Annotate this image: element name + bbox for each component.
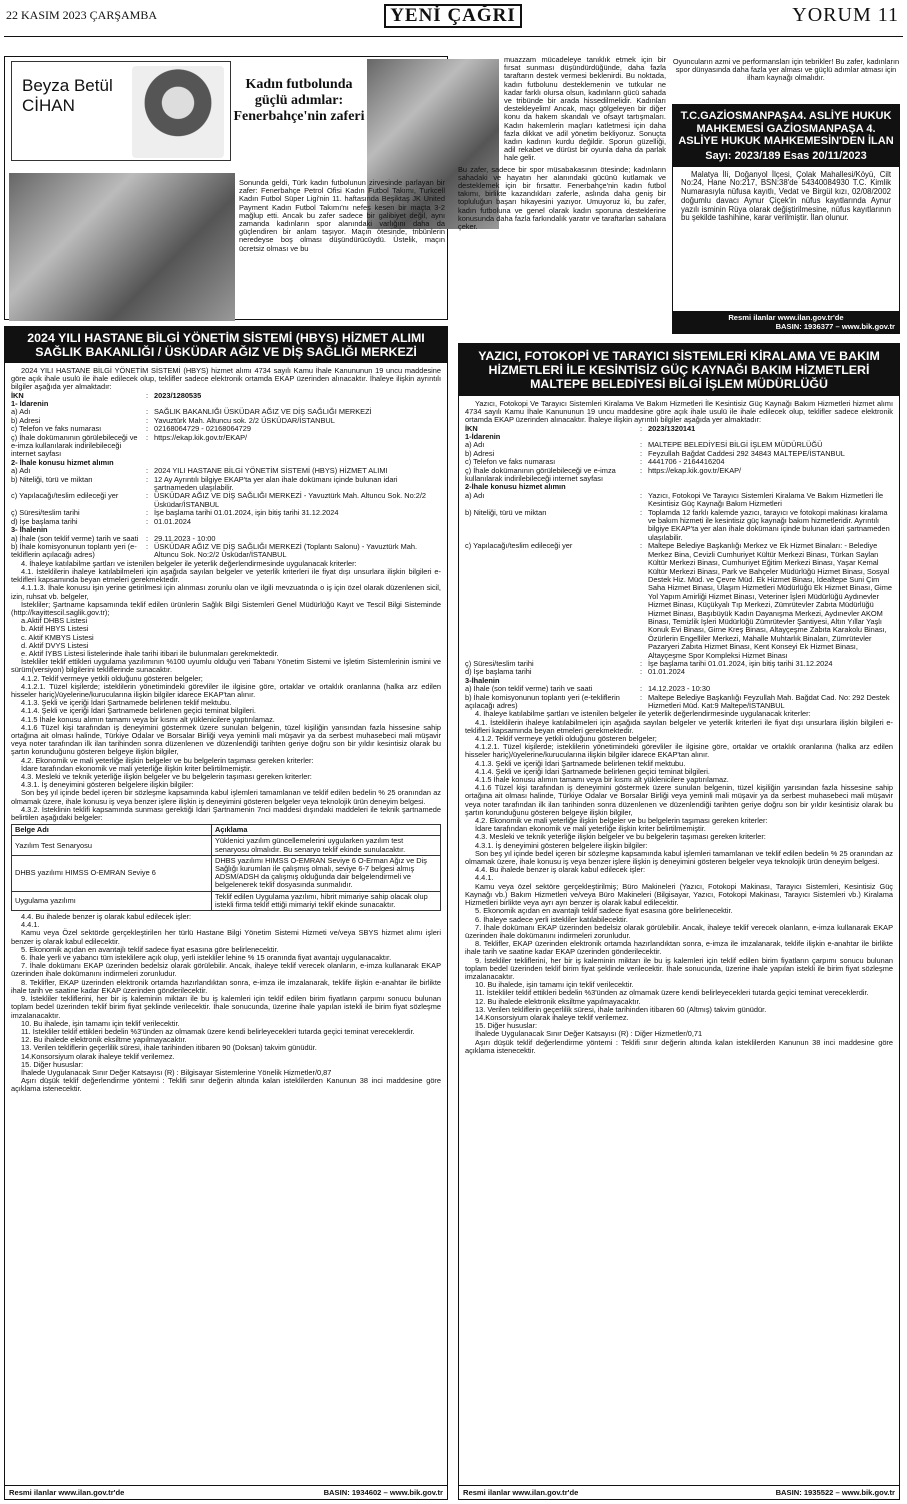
column-body-mid bbox=[458, 56, 666, 231]
column-body-right: Oyuncuların azmi ve performansları için tebrikler! Bu zafer, kadınların spor dünyasında daha fazla yer alması ve güçlü adımlar atması için ilham kaynağı olmalıdır. bbox=[672, 57, 900, 83]
detail-value: 4441706 - 2164416204 bbox=[648, 457, 725, 467]
detail-separator: : bbox=[146, 491, 149, 501]
body-paragraph: 4.1.2.1. Tüzel kişilerde; isteklilerin yönetimindeki görevliler ile ilgisine göre, ortaklar ve ortaklık oranlarına (halka arz edilen hisseler hariç)/üyelerine/kurucularına ilişkin bilgiler idarece EKAP'tan alınır. bbox=[11, 681, 441, 699]
body-paragraph: 9. İstekliler tekliflerini, her bir iş kaleminin miktarı ile bu iş kalemleri için teklif edilen birim fiyatların çarpımı sonucu bulunan toplam bedel üzerinden teklif birim fiyat şeklinde verilecektir. İhale sonucunda, üzerine ihale yapılan istekli ile birim fiyat sözleşme imzalanacaktır. bbox=[11, 994, 441, 1020]
body-paragraph: 4.3.2. İsteklinin teklifi kapsamında sunması gerektiği İdari Şartnamenin 7nci maddesi dışındaki maddeleri ile teknik şartnamede belirtilen aşağıdaki belgeler: bbox=[11, 804, 441, 823]
body-paragraph: İhalede Uygulanacak Sınır Değer Katsayısı (R) : Diğer Hizmetler/0,71 bbox=[475, 1029, 703, 1039]
ad1-footer: Resmi ilanlar www.ilan.gov.tr'de BASIN: 1934602 – www.bik.gov.tr bbox=[5, 1485, 447, 1499]
author-photo bbox=[132, 66, 224, 158]
body-paragraph: 4.1.2. Teklif vermeye yetkili olduğunu gösteren belgeler; bbox=[475, 734, 657, 744]
ad3-intro: Yazıcı, Fotokopi Ve Tarayıcı Sistemleri Kiralama Ve Bakım Hizmetleri İle Kesintisiz Güç Kaynağı Bakım Hizmetleri hizmet alımı 4734 sayılı Kamu İhale Kanununun 19 uncu maddesine göre açık ihale usulü ile ihale edilecek olup, teklifler sadece elektronik ortamda EKAP üzerinden alınacaktır. İhaleye ilişkin ayrıntılı bilgiler aşağıda yer almaktadır: bbox=[465, 399, 893, 425]
detail-label: a) İhale (son teklif verme) tarih ve saati bbox=[11, 533, 139, 543]
body-paragraph: 4.1.6 Tüzel kişi tarafından iş deneyimini göstermek üzere sunulan belgenin, tüzel kişiliğin yarısından fazla hissesine sahip ortağına ait olması halinde, Türkiye Odalar ve Borsalar Birliği veya yeminli mali müşavir ya da serbest muhasebeci mali müşavir veya noter tarafından ilk ilan tarihinden sonra düzenlenen ve düzenlendiği tarihten geriye doğru son bir yıldır kesintisiz olarak bu şartın korunduğunu gösteren belgeye ilişkin bilgiler, bbox=[465, 783, 893, 817]
body-paragraph: Son beş yıl içinde bedel içeren bir sözleşme kapsamında kabul işlemleri tamamlanan ve teklif edilen bedelin % 25 oranından az olmamak üzere, ihale konusu iş veya benzer işlere ilişkin iş deneyimini gösteren belgeler veya teknolojik ürün deneyim belgesi. bbox=[11, 788, 441, 806]
column-body-left: Sonunda geldi, Türk kadın futbolunun zirvesinde parlayan bir zafer: Fenerbahçe Petrol Ofisi Kadın Futbol Takımı, Turkcell Kadın Futbol Süper Ligi'nin 11. haftasında Beşiktaş JK United Payment Kadın Futbol Takımı'nı nefes kesen bir maçta 3-2 mağlup etti. Ancak bu zafer sadece bir galibiyet değil, aynı zamanda kadınların spor alanındaki varlığını daha da güçlendiren bir anlam taşıyor. Maçın ötesinde, tribünlerin neredeyse boş olması düşündürücüydü. Üstelik, maçın ücretsiz olması ve bu bbox=[239, 178, 445, 253]
detail-value: 01.01.2024 bbox=[648, 667, 685, 677]
body-paragraph: 14.Konsorsiyum olarak ihaleye teklif verilemez. bbox=[21, 1051, 175, 1061]
detail-value: ÜSKÜDAR AĞIZ VE DİŞ SAĞLIĞI MERKEZİ - Yavuztürk Mah. Altuncu Sok. No:2/2 Üsküdar/İSTANBUL bbox=[154, 491, 427, 509]
section-title: YORUM 11 bbox=[792, 4, 899, 26]
ad3-details bbox=[465, 425, 893, 711]
body-paragraph: 11. İstekliler teklif ettikleri bedelin %3'ünden az olmamak üzere kendi belirleyecekleri tutarda geçici teminat vereceklerdir. bbox=[21, 1026, 415, 1036]
detail-separator: : bbox=[146, 424, 149, 434]
body-paragraph: 4.1. İsteklilerin ihaleye katılabilmeleri için aşağıda sayılan belgeler ve yeterlik kriterleri ile fiyat dışı unsurlara ilişkin bilgileri e-teklifleri kapsamında beyan etmeleri gerekmektedir. bbox=[11, 566, 441, 585]
detail-label: 3- İhalenin bbox=[11, 525, 48, 535]
detail-label: a) İhale (son teklif verme) tarih ve saati bbox=[465, 684, 593, 694]
detail-label: c) Telefon ve faks numarası bbox=[465, 457, 556, 467]
body-paragraph: 4.3.1. İş deneyimini gösteren belgelere ilişkin bilgiler: bbox=[21, 780, 194, 790]
body-paragraph: 5. Ekonomik açıdan en avantajlı teklif sadece fiyat esasına göre belirlenecektir. bbox=[21, 944, 279, 954]
detail-value: SAĞLIK BAKANLIĞI ÜSKÜDAR AĞIZ VE DİŞ SAĞLIĞI MERKEZİ bbox=[154, 407, 372, 417]
body-paragraph: 4.1.4. Şekli ve içeriği İdari Şartnamede belirlenen geçici teminat bilgileri. bbox=[475, 766, 710, 776]
table-row bbox=[12, 836, 441, 855]
body-paragraph: İstekliler teklif ettikleri uygulama yazılımının %100 uyumlu olduğu veri Tabanı Yönetim Sistemi ve İşletim Sistemlerinin ismini ve sürüm(versiyon) bilgilerini tekliflerinde sunacaktır. bbox=[11, 657, 441, 675]
body-paragraph: İstekliler; Şartname kapsamında teklif edilen ürünlerin Sağlık Bilgi Sistemleri Genel Müdürlüğü Kayıt ve Tescil Bilgi Sisteminde (http://kayittescil.saglik.gov.tr); bbox=[11, 599, 441, 617]
page-date: 22 KASIM 2023 ÇARŞAMBA bbox=[6, 8, 158, 22]
detail-separator: : bbox=[640, 448, 643, 458]
body-paragraph: d. Aktif DVYS Listesi bbox=[21, 640, 89, 650]
detail-separator: : bbox=[146, 432, 149, 442]
table-cell: Yüklenici yazılım güncellemelerini uygularken yazılım test senaryosu olmalıdır. Bu senaryo teklif ekinde sunulacaktır. bbox=[212, 836, 441, 855]
ad1-title: 2024 YILI HASTANE BİLGİ YÖNETİM SİSTEMİ (HBYS) HİZMET ALIMI SAĞLIK BAKANLIĞI / ÜSKÜDAR AĞIZ VE DİŞ SAĞLIĞI MERKEZİ bbox=[5, 327, 447, 363]
detail-value: https://ekap.kik.gov.tr/EKAP/ bbox=[648, 465, 742, 475]
author-box bbox=[11, 61, 231, 161]
detail-value: 12 Ay Ayrıntılı bilgiye EKAP'ta yer alan ihale dokümanı içinde bulunan idari şartnameden ulaşılabilir. bbox=[154, 474, 398, 493]
header-rule bbox=[4, 36, 903, 37]
body-paragraph: 4.1.5 İhale konusu alımın tamamı veya bir kısmı alt yüklenicilere yaptırılamaz. bbox=[21, 714, 275, 724]
detail-label: 3-İhalenin bbox=[465, 675, 500, 685]
table-row bbox=[12, 891, 441, 910]
detail-label: İKN bbox=[11, 390, 24, 400]
detail-value: ÜSKÜDAR AĞIZ VE DİŞ SAĞLIĞI MERKEZİ (Toplantı Salonu) - Yavuztürk Mah. Altuncu Sok. No:2/2 Üsküdar/İSTANBUL bbox=[154, 541, 418, 560]
detail-separator: : bbox=[146, 516, 149, 526]
table-row bbox=[12, 855, 441, 891]
body-paragraph: 4.1.6 Tüzel kişi tarafından iş deneyimini göstermek üzere sunulan belgenin, tüzel kişiliğin yarısından fazla hissesine sahip ortağına ait olması halinde, Türkiye Odalar ve Borsalar Birliği veya yeminli mali müşavir ya da serbest muhasebeci mali müşavir veya noter tarafından ilk ilan tarihinden sonra düzenlenen ve düzenlendiği tarihten geriye doğru son bir yıldır kesintisiz olarak bu şartın korunduğunu gösteren belgeye ilişkin bilgiler, bbox=[11, 722, 441, 757]
detail-value: Yazıcı, Fotokopi Ve Tarayıcı Sistemleri Kiralama Ve Bakım Hizmetleri İle Kesintisiz Güç Kaynağı Bakım Hizmetleri bbox=[648, 490, 884, 509]
ad2-body: Malatya İli, Doğanyol İlçesi, Çolak Mahallesi/Köyü, Cilt No:24, Hane No:217, BSN:38'de 54340084930 T.C. Kimlik Numarasıyla nüfusa kayıtlı, Vedat ve Birgül kızı, 02/08/2002 doğumlu davacı Aynur Çiçek'in nüfus kayıtlarında Aynur yazılı isminin Rüya olarak değiştirilmesine, nüfus kayıtlarının bu şekilde tashihine, karar verilmiştir. İlan olunur. bbox=[681, 169, 891, 223]
tender-ad-hbys bbox=[4, 326, 448, 1500]
body-paragraph: 10. Bu ihalede, işin tamamı için teklif verilecektir. bbox=[21, 1018, 180, 1028]
ad1-details bbox=[11, 392, 441, 560]
body-paragraph: 10. Bu ihalede, işin tamamı için teklif verilecektir. bbox=[475, 980, 634, 990]
body-paragraph: İhalede Uygulanacak Sınır Değer Katsayısı (R) : Bilgisayar Sistemlerine Yönelik Hizmetler/0,87 bbox=[21, 1067, 332, 1077]
body-paragraph: İdare tarafından ekonomik ve mali yeterliğe ilişkin kriter belirtilmemiştir. bbox=[475, 824, 706, 834]
body-paragraph: 4.4. Bu ihalede benzer iş olarak kabul edilecek işler: bbox=[21, 912, 192, 922]
detail-separator: : bbox=[146, 415, 149, 425]
tender-ad-maltepe bbox=[458, 343, 900, 1500]
detail-separator: : bbox=[640, 684, 643, 694]
detail-value: 02168064729 - 02168064729 bbox=[154, 424, 251, 434]
ad2-title: T.C.GAZİOSMANPAŞA4. ASLİYE HUKUK MAHKEMESİ GAZİOSMANPAŞA 4. ASLİYE HUKUK MAHKEMESİN'DEN İLAN bbox=[673, 105, 899, 150]
body-paragraph: 14.Konsorsiyum olarak ihaleye teklif verilemez. bbox=[475, 1012, 629, 1022]
body-paragraph: c. Aktif KMBYS Listesi bbox=[21, 632, 94, 642]
ad1-body-2 bbox=[11, 913, 441, 1093]
detail-separator: : bbox=[146, 533, 149, 543]
body-paragraph: 4.4.1. bbox=[21, 920, 40, 930]
detail-value: MALTEPE BELEDİYESİ BİLGİ İŞLEM MÜDÜRLÜĞÜ bbox=[648, 440, 823, 450]
body-paragraph: 15. Diğer hususlar: bbox=[475, 1021, 538, 1031]
body-paragraph: Aşırı düşük teklif değerlendirme yöntemi : Teklifi sınır değerin altında kalan isteklilerden Kanunun 38 inci maddesine göre açıklama istenecektir. bbox=[465, 1037, 893, 1055]
detail-value: Feyzullah Bağdat Caddesi 292 34843 MALTEPE/İSTANBUL bbox=[648, 448, 845, 458]
detail-separator: : bbox=[640, 457, 643, 467]
table-cell: Uygulama yazılımı bbox=[12, 891, 212, 910]
detail-label: 2- İhale konusu hizmet alımın bbox=[11, 457, 114, 467]
body-paragraph: 6. İhale yerli ve yabancı tüm isteklilere açık olup, yerli istekliler lehine % 15 oranında fiyat avantajı uygulanacaktır. bbox=[21, 953, 392, 963]
body-paragraph: 8. Teklifler, EKAP üzerinden elektronik ortamda hazırlandıktan sonra, e-imza ile imzalanarak, teklife ilişkin e-anahtar ile birlikte ihale tarih ve saatine kadar EKAP üzerinden gönderilecektir. bbox=[11, 977, 441, 995]
body-paragraph: 4. İhaleye katılabilme şartları ve istenilen belgeler ile yeterlik değerlendirmesinde uygulanacak kriterler: bbox=[475, 709, 811, 719]
detail-value: 2023/1280535 bbox=[154, 390, 202, 400]
detail-separator: : bbox=[146, 508, 149, 518]
body-paragraph: 4.1.2. Teklif vermeye yetkili olduğunu gösteren belgeler; bbox=[21, 673, 203, 683]
ad1-intro: 2024 YILI HASTANE BİLGİ YÖNETİM SİSTEMİ (HBYS) hizmet alımı 4734 sayılı Kamu İhale Kanununun 19 uncu maddesine göre açık ihale usulü ile ihale edilecek olup, teklifler sadece elektronik ortamda EKAP üzerinden alınacaktır. İhaleye ilişkin ayrıntılı bilgiler aşağıda yer almaktadır: bbox=[11, 366, 441, 392]
detail-value: İşe başlama tarihi 01.01.2024, işin bitiş tarihi 31.12.2024 bbox=[648, 658, 833, 668]
body-paragraph: e. Aktif İYBS Listesi listelerinde ihale tarihi itibari ile bulunmaları gerekmektedir. bbox=[21, 648, 279, 658]
body-paragraph: Kamu veya Özel sektörde gerçekleştirilen her türlü Hastane Bilgi Yönetim Sistemi Hizmeti ve/veya SBYS hizmet alımı işleri benzer iş olarak kabul edilecektir. bbox=[11, 928, 441, 946]
body-paragraph: 4.4. Bu ihalede benzer iş olarak kabul edilecek işler: bbox=[475, 865, 646, 875]
court-notice bbox=[672, 104, 900, 334]
detail-separator: : bbox=[640, 507, 643, 517]
detail-separator: : bbox=[146, 390, 149, 400]
body-paragraph: Kamu veya özel sektöre gerçekleştirilmiş; Büro Makineleri (Yazıcı, Fotokopi Makinası, Tarayıcı Sistemleri, Kesintisiz Güç Kaynağı vb.) Bakım Hizmetleri ve/veya Büro Makineleri (Bilgisayar, Yazıcı, Fotokopi Makinası, Tarayıcı Sistemleri vb.) Kiralama Hizmetleri birlikte veya ayrı ayrı benzer iş olarak kabul edilecektir. bbox=[465, 881, 893, 908]
table-cell: DHBS yazılımı HIMSS O-EMRAN Seviye 6 bbox=[12, 855, 212, 891]
detail-label: d) İşe başlama tarihi bbox=[465, 667, 532, 677]
detail-value: 29.11.2023 - 10:00 bbox=[154, 533, 216, 543]
body-paragraph: a.Aktif DHBS Listesi bbox=[21, 616, 88, 626]
body-paragraph: 12. Bu ihalede elektronik eksiltme yapılmayacaktır. bbox=[475, 996, 641, 1006]
detail-label: 1-İdarenin bbox=[465, 432, 501, 442]
detail-value: 01.01.2024 bbox=[154, 516, 191, 526]
body-paragraph: b. Aktif HBYS Listesi bbox=[21, 624, 89, 634]
detail-value: https://ekap.kik.gov.tr/EKAP/ bbox=[154, 432, 248, 442]
detail-value: 2024 YILI HASTANE BİLGİ YÖNETİM SİSTEMİ (HBYS) HİZMET ALIMI bbox=[154, 466, 388, 476]
author-last-name: CİHAN bbox=[22, 96, 75, 115]
detail-separator: : bbox=[146, 541, 149, 551]
table-cell: Teklif edilen Uygulama yazılımı, hibrit mimariye sahip olacak olup istekli firma teklif ettiği mimariyi teklif ekinde sunacaktır. bbox=[212, 891, 441, 910]
detail-label: ç) İhale dokümanının görülebileceği ve e-imza kullanılarak indirilebileceği internet sayfası bbox=[465, 465, 616, 484]
body-paragraph: 7. İhale dokümanı EKAP üzerinden bedelsiz olarak görülebilir. Ancak, ihaleye teklif verecek olanların, e-imza kullanarak EKAP üzerinden ihale dokümanını indirmeleri zorunludur. bbox=[11, 961, 441, 979]
detail-separator: : bbox=[146, 474, 149, 484]
body-paragraph: İdare tarafından ekonomik ve mali yeterliğe ilişkin kriter belirtilmemiştir. bbox=[21, 763, 252, 773]
detail-label: b) Adresi bbox=[11, 415, 41, 425]
body-paragraph: 4.1.3. Şekli ve içeriği İdari Şartnamede belirlenen teklif mektubu. bbox=[21, 698, 232, 708]
body-paragraph: 15. Diğer hususlar: bbox=[21, 1059, 84, 1069]
table-cell: Yazılım Test Senaryosu bbox=[12, 836, 212, 855]
body-paragraph: 4.1.4. Şekli ve içeriği İdari Şartnamede belirlenen geçici teminat bilgileri. bbox=[21, 706, 256, 716]
body-paragraph: 4.4.1. bbox=[475, 873, 494, 883]
ad2-sayi: Sayı: 2023/189 Esas 20/11/2023 bbox=[673, 150, 899, 167]
detail-label: c) Telefon ve faks numarası bbox=[11, 424, 102, 434]
detail-label: b) Niteliği, türü ve miktarı bbox=[11, 474, 93, 484]
body-paragraph: 11. İstekliler teklif ettikleri bedelin %3'ünden az olmamak üzere kendi belirleyecekleri tutarda geçici teminat vereceklerdir. bbox=[475, 988, 869, 998]
detail-label: İKN bbox=[465, 423, 478, 433]
ad3-footer: Resmi ilanlar www.ilan.gov.tr'de BASIN: 1935522 – www.bik.gov.tr bbox=[459, 1485, 899, 1499]
body-paragraph: 4.3. Mesleki ve teknik yeterliğe ilişkin belgeler ve bu belgelerin taşıması gereken kriterler: bbox=[475, 832, 766, 842]
body-paragraph: 4.1. İsteklilerin ihaleye katılabilmeleri için aşağıda sayılan belgeler ve yeterlik kriterleri ile fiyat dışı unsurlara ilişkin bilgileri e-teklifleri kapsamında beyan etmeleri gerekmektedir. bbox=[465, 717, 893, 735]
match-photo-bottom bbox=[9, 173, 235, 321]
detail-separator: : bbox=[640, 440, 643, 450]
detail-value: İşe başlama tarihi 01.01.2024, işin bitiş tarihi 31.12.2024 bbox=[154, 508, 339, 518]
body-paragraph: 4.1.2.1. Tüzel kişilerde; isteklilerin yönetimindeki görevliler ile ilgisine göre, ortaklar ve ortaklık oranlarına (halka arz edilen hisseler hariç)/üyelerine/kurucularına ilişkin bilgiler idarece EKAP'tan alınır. bbox=[465, 742, 893, 760]
column-article bbox=[4, 56, 448, 320]
detail-label: a) Adı bbox=[465, 490, 485, 500]
column-title: Kadın futbolunda güçlü adımlar: Fenerbahçe'nin zaferi bbox=[233, 77, 365, 124]
body-paragraph: 4.2. Ekonomik ve mali yeterliğe ilişkin belgeler ve bu belgelerin taşıması gereken kriterler: bbox=[475, 816, 768, 826]
detail-label: d) İşe başlama tarihi bbox=[11, 516, 78, 526]
body-paragraph: 4.1.1.3. İhale konusu işin yerine getirilmesi için alınması zorunlu olan ve ilgili mevzuatında o iş için özel olarak düzenlenen sicil, izin, ruhsat vb. belgeler, bbox=[11, 583, 441, 601]
detail-label: a) Adı bbox=[11, 407, 31, 417]
detail-separator: : bbox=[640, 692, 643, 702]
ad3-body bbox=[465, 710, 893, 1055]
detail-separator: : bbox=[640, 658, 643, 668]
detail-value: Maltepe Belediye Başkanlığı Merkez ve Ek Hizmet Binaları: - Belediye Merkez Bina, Cevizli Cumhuriyet Kültür Merkezi Binası, Türkan Saylan Kültür Merkezi Binası, Cumhuriyet Eğitim Merkezi Binası, Yaşar Kemal Kültür Merkezi Binası, Park ve Bahçeler Müdürlüğü Hizmet Binası, Sosyal Destek Hiz. Müd. ve Çevre Müd. Ek Hizmet Binası, İdealtepe Suni Çim Saha Hizmet Binası, Ulaşım Hizmetleri Müdürlüğü Ek Hizmet Binası, Gime Yol Yapım Amirliği Hizmet Binası, Veteriner İşleri Müdürlüğü Aydınevler Hizmet Binası, Küçükyalı Tıp Merkezi, Zümrütevler Zabıta Müdürlüğü Hizmet Binası, Başıbüyük Kadın Dayanışma Merkezi, Aydınevler AKOM Binası, Temizlik İşleri Müdürlüğü Zümrütevler Şantiyesi, Altın Yıllar Yaşlı Konuk Evi Binası, Girne Kreş Binası, Altayçeşme Zabıta Karakolu Binası, Özürlerin Engelliler Merkezi, Mahalle Muhtarlık Binaları, Zümrütevler Pazaryeri Zabıta Hizmet Binası, Kent Konseyi Ek Hizmet Binası, Altayçeşme Spor Kompleksi Hizmet Binası bbox=[648, 541, 892, 660]
body-paragraph: 4.1.3. Şekli ve içeriği İdari Şartnamede belirlenen teklif mektubu. bbox=[475, 758, 686, 768]
detail-label: b) Adresi bbox=[465, 448, 495, 458]
body-paragraph: 6. İhaleye sadece yerli istekliler katılabilecektir. bbox=[475, 914, 628, 924]
detail-label: ç) Süresi/teslim tarihi bbox=[465, 658, 534, 668]
body-paragraph: 8. Teklifler, EKAP üzerinden elektronik ortamda hazırlandıktan sonra, e-imza ile imzalanarak, teklife ilişkin e-anahtar ile birlikte ihale tarih ve saatine kadar EKAP üzerinden gönderilecektir. bbox=[465, 939, 893, 957]
ad3-title: YAZICI, FOTOKOPİ VE TARAYICI SİSTEMLERİ KİRALAMA VE BAKIM HİZMETLERİ İLE KESİNTİSİZ GÜÇ KAYNAĞI BAKIM HİZMETLERİ MALTEPE BELEDİYESİ BİLGİ İŞLEM MÜDÜRLÜĞÜ bbox=[459, 344, 899, 396]
ad2-footer: Resmi ilanlar www.ilan.gov.tr'de BASIN: 1936377 – www.bik.gov.tr bbox=[673, 311, 899, 333]
body-paragraph: 13. Verilen tekliflerin geçerlilik süresi, ihale tarihinden itibaren 90 (Doksan) takvim günüdür. bbox=[21, 1043, 317, 1053]
table-cell: DHBS yazılımı HIMSS O-EMRAN Seviye 6 O-Erman Ağız ve Diş Sağlığı kurumları ile çalışmış olmalı, seviye 6-7 belgesi almış ADSM/ADSH da çalışmış olduğunda dair belgelendirmeli ve belgelenerek teklif dosyasında sunmalıdır. bbox=[212, 855, 441, 891]
detail-value: 2023/1320141 bbox=[648, 423, 696, 433]
detail-value: 14.12.2023 - 10:30 bbox=[648, 684, 711, 694]
detail-label: b) İhale komisyonunun toplantı yeri (e-tekliflerin açılacağı adres) bbox=[465, 692, 620, 711]
detail-value: Maltepe Belediye Başkanlığı Feyzullah Mah. Bağdat Cad. No: 292 Destek Hizmetleri Müd. Kat:9 Maltepe/İSTANBUL bbox=[648, 692, 890, 711]
body-paragraph: Aşırı düşük teklif değerlendirme yöntemi : Teklifi sınır değerin altında kalan isteklilerden Kanunun 38 inci maddesine göre açıklama istenecektir. bbox=[11, 1076, 441, 1094]
ad1-document-table: Belge Adı Açıklama Yazılım Test Senaryosu Yüklenici yazılım güncellemelerini uygularken yazılım test senaryosu olmalıdır. Bu senaryo teklif ekinde sunulacaktır. DHBS yazılımı HIMSS O-EMRAN Seviye 6 DHBS yazılımı HIMSS O-EMRAN Seviye 6 O-Erman Ağız ve Diş Sağlığı kurumları ile çalışmış olmalı, seviye 6-7 belgesi almış ADSM/ADSH da çalışmış olduğunda dair belgelendirmeli ve belgelenerek teklif dosyasında sunmalıdır. Uygulama yazılımı Teklif edilen Uygulama yazılımı, hibrit mimariye sahip olacak olup istekli firma teklif ettiği mimariyi teklif ekinde sunacaktır. bbox=[11, 824, 441, 911]
body-paragraph: 12. Bu ihalede elektronik eksiltme yapılmayacaktır. bbox=[21, 1035, 187, 1045]
detail-separator: : bbox=[640, 667, 643, 677]
detail-value: Toplamda 12 farklı kalemde yazıcı, tarayıcı ve fotokopi makinası kiralama ve bakım hizmeti ile kesintisiz güç kaynağı bakım hizmetleridir. Ayrıntılı bilgiye EKAP'ta yer alan ihale dokümanı içinde bulunan idari şartnameden ulaşılabilir. bbox=[648, 507, 890, 542]
detail-separator: : bbox=[146, 407, 149, 417]
detail-value: Yavuztürk Mah. Altuncu sok. 2/2 ÜSKÜDAR/İSTANBUL bbox=[154, 415, 335, 425]
body-paragraph: 4.2. Ekonomik ve mali yeterliğe ilişkin belgeler ve bu belgelerin taşıması gereken kriterler: bbox=[21, 755, 314, 765]
body-paragraph: 7. İhale dokümanı EKAP üzerinden bedelsiz olarak görülebilir. Ancak, ihaleye teklif verecek olanların, e-imza kullanarak EKAP üzerinden ihale dokümanını indirmeleri zorunludur. bbox=[465, 922, 893, 940]
body-paragraph: 13. Verilen tekliflerin geçerlilik süresi, ihale tarihinden itibaren 60 (Altmış) takvim günüdür. bbox=[475, 1004, 767, 1014]
body-paragraph: 4.1.5 İhale konusu alımın tamamı veya bir kısmı alt yüklenicilere yaptırılamaz. bbox=[475, 775, 729, 785]
detail-separator: : bbox=[640, 490, 643, 500]
detail-label: ç) İhale dokümanının görülebileceği ve e-imza kullanılarak indirilebileceği internet sayfası bbox=[11, 432, 138, 459]
newspaper-logo: YENİ ÇAĞRI bbox=[384, 4, 522, 28]
detail-separator: : bbox=[640, 465, 643, 475]
detail-separator: : bbox=[640, 423, 643, 433]
detail-label: a) Adı bbox=[465, 440, 485, 450]
detail-label: c) Yapılacağı/teslim edileceği yer bbox=[465, 541, 573, 551]
detail-label: ç) Süresi/teslim tarihi bbox=[11, 508, 80, 518]
body-paragraph: 4. İhaleye katılabilme şartları ve istenilen belgeler ile yeterlik değerlendirmesinde uygulanacak kriterler: bbox=[21, 558, 357, 568]
ad1-body bbox=[11, 560, 441, 823]
body-paragraph: Son beş yıl içinde bedel içeren bir sözleşme kapsamında kabul işlemleri tamamlanan ve teklif edilen bedelin % 25 oranından az olmamak üzere, ihale konusu iş veya benzer işlere ilişkin iş deneyimini gösteren belgeler veya teknolojik ürün deneyim belgesi. bbox=[465, 848, 893, 867]
detail-label: b) Niteliği, türü ve miktarı bbox=[465, 507, 547, 517]
detail-label: 1- İdarenin bbox=[11, 399, 49, 409]
body-paragraph: 9. İstekliler tekliflerini, her bir iş kaleminin miktarı ile bu iş kalemleri için teklif edilen birim fiyatların çarpımı sonucu bulunan toplam bedel üzerinden teklif birim fiyat şeklinde verilecektir. İhale sonucunda, üzerine ihale yapılan istekli ile birim fiyat sözleşme imzalanacaktır. bbox=[465, 955, 893, 981]
author-first-name: Beyza Betül bbox=[22, 76, 113, 95]
detail-separator: : bbox=[640, 541, 643, 551]
detail-label: 2-İhale konusu hizmet alımın bbox=[465, 482, 566, 492]
column-paragraph: muazzam mücadeleye tanıklık etmek için bir fırsat sunması düşündürdüğünde, daha fazla taraftarın destek vermesi beklenirdi. Bu noktada, kadın futbolunu desteklemenin ve tutkular ne kadar farklı olursa olsun, kadınların gücü sahada ve tribünde bir arada hissedilmelidir. Kadınları destekleyelim! Ancak, maçı gölgeleyen bir diğer konu da hakem skandalı ve ofsayt tartışmaları. Kadın hakemlerin maçları katletmesi için daha fazla dikkat ve adil yönetim bekliyoruz. Sonuçta kadın kadının kurdu değildir. Sporun güzelliği, adil rekabet ve dürüst bir oyunla daha da parlak hale gelir. bbox=[504, 55, 666, 163]
detail-label: a) Adı bbox=[11, 466, 31, 476]
detail-label: c) Yapılacağı/teslim edileceği yer bbox=[11, 491, 119, 501]
column-paragraph: Bu zafer, sadece bir spor müsabakasının ötesinde; kadınların sahadaki ve hayatın her alanındaki gücünü kutlamak ve desteklemek için bir fırsattır. Fenerbahçe'nin kadın futbol takımı, birlikte kazandıkları zaferle, aslında daha geniş bir topluluğun başarı hikayesini yazıyor. Umuyoruz ki, bu zafer, kadın futboluna ve genel olarak kadın sporuna desteklerine konusunda daha fazla farkındalık yaratır ve taraftarları sahalara çeker. bbox=[458, 164, 666, 232]
body-paragraph: 5. Ekonomik açıdan en avantajlı teklif sadece fiyat esasına göre belirlenecektir. bbox=[475, 906, 733, 916]
body-paragraph: 4.3. Mesleki ve teknik yeterliğe ilişkin belgeler ve bu belgelerin taşıması gereken kriterler: bbox=[21, 772, 312, 782]
detail-separator: : bbox=[146, 466, 149, 476]
body-paragraph: 4.3.1. İş deneyimini gösteren belgelere ilişkin bilgiler: bbox=[475, 840, 648, 850]
detail-label: b) İhale komisyonunun toplantı yeri (e-tekliflerin açılacağı adres) bbox=[11, 541, 137, 560]
